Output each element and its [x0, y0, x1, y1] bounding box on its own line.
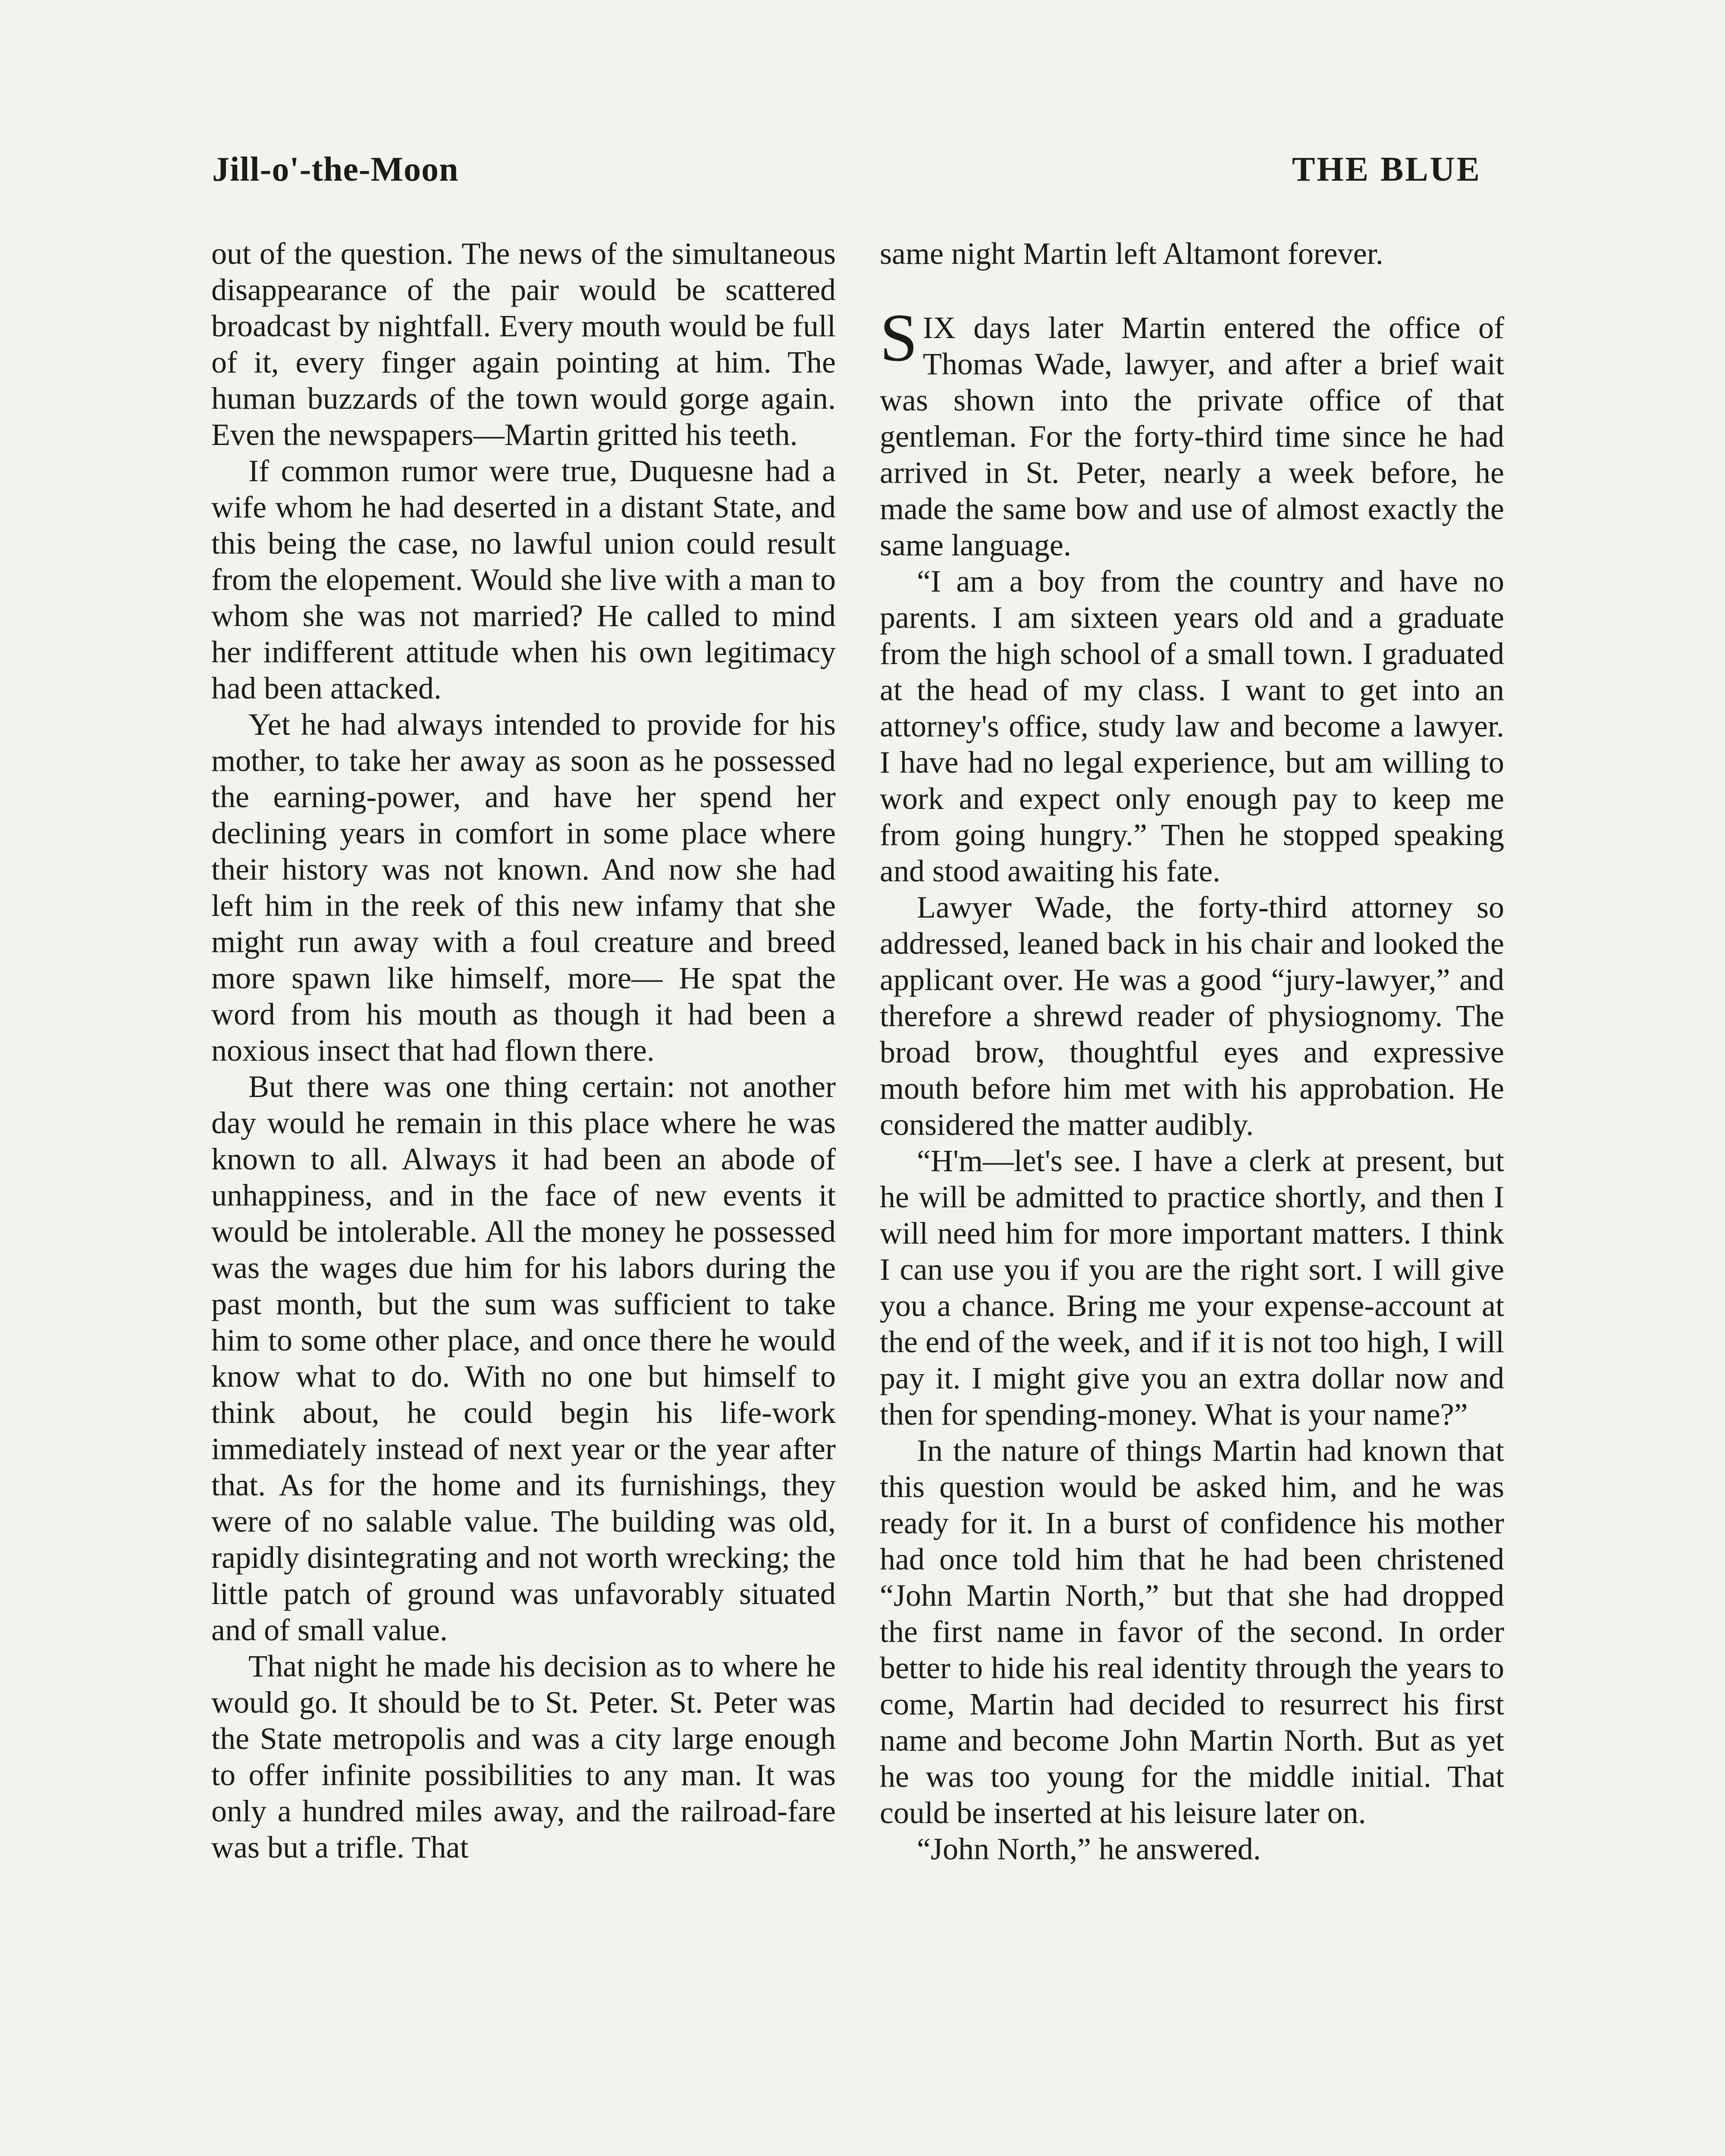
paragraph: That night he made his decision as to where he would go. It should be to St. Peter. St. Peter was the State metropolis and was a city large enough to offer infinite possibilities to any man. It was only a hundred miles away, and the railroad-fare was but a trifle. That: [211, 1649, 836, 1865]
magazine-title: THE BLUE: [1292, 150, 1481, 188]
paragraph: If common rumor were true, Duquesne had a wife whom he had deserted in a distant State, and this being the case, no lawful union could result from the elopement. Would she live with a man to whom she was not married? He called to mind her indifferent attitude when his own legitimacy had been attacked.: [211, 454, 836, 705]
paragraph: out of the question. The news of the simultaneous disappearance of the pair would be scattered broadcast by nightfall. Every mouth would be full of it, every finger again pointing at him. The human buzzards of the town would gorge again. Even the newspapers—Martin gritted his teeth.: [211, 236, 836, 452]
section-opening-paragraph: [880, 300, 1504, 563]
paragraph: same night Martin left Altamont forever.: [880, 236, 1383, 271]
left-column: [211, 235, 836, 1865]
paragraph: In the nature of things Martin had known that this question would be asked him, and he was ready for it. In a burst of confidence his mother had once told him that he had been christened “John Martin North,” but that she had dropped the first name in favor of the second. In order better to hide his real identity through the years to come, Martin had decided to resurrect his first name and become John Martin North. But as yet he was too young for the middle initial. That could be inserted at his leisure later on.: [880, 1433, 1504, 1830]
right-column: [880, 235, 1504, 1867]
paragraph: “John North,” he answered.: [917, 1832, 1261, 1866]
paragraph: “H'm—let's see. I have a clerk at present, but he will be admitted to practice shortly, and then I will need him for more important matters. I think I can use you if you are the right sort. I will give you a chance. Bring me your expense-account at the end of the week, and if it is not too high, I will pay it. I might give you an extra dollar now and then for spending-money. What is your name?”: [880, 1144, 1504, 1432]
drop-cap: S: [880, 300, 918, 376]
paragraph: But there was one thing certain: not another day would he remain in this place where he was known to all. Always it had been an abode of unhappiness, and in the face of new events it would be intolerable. All the money he possessed was the wages due him for his labors during the past month, but the sum was sufficient to take him to some other place, and once there he would know what to do. With no one but himself to think about, he could begin his life-work immediately instead of next year or the year after that. As for the home and its furnishings, they were of no salable value. The building was old, rapidly disintegrating and not worth wrecking; the little patch of ground was unfavorably situated and of small value.: [211, 1069, 836, 1647]
running-title: Jill-o'-the-Moon: [212, 150, 459, 188]
section-opening-text: IX days later Martin entered the office of Thomas Wade, lawyer, and after a brief wait was shown into the private office of that gentleman. For the forty-third time since he had arrived in St. Peter, nearly a week before, he made the same bow and use of almost exactly the same language.: [880, 310, 1504, 562]
paragraph: “I am a boy from the country and have no parents. I am sixteen years old and a graduate from the high school of a small town. I graduated at the head of my class. I want to get into an attorney's office, study law and become a lawyer. I have had no legal experience, but am willing to work and expect only enough pay to keep me from going hungry.” Then he stopped speaking and stood awaiting his fate.: [880, 564, 1504, 888]
paragraph: Lawyer Wade, the forty-third attorney so addressed, leaned back in his chair and looked the applicant over. He was a good “jury-lawyer,” and therefore a shrewd reader of physiognomy. The broad brow, thoughtful eyes and expressive mouth before him met with his approbation. He considered the matter audibly.: [880, 890, 1504, 1142]
paragraph: Yet he had always intended to provide for his mother, to take her away as soon as he possessed the earning-power, and have her spend her declining years in comfort in some place where their history was not known. And now she had left him in the reek of this new infamy that she might run away with a foul creature and breed more spawn like himself, more— He spat the word from his mouth as though it had been a noxious insect that had flown there.: [211, 707, 836, 1068]
